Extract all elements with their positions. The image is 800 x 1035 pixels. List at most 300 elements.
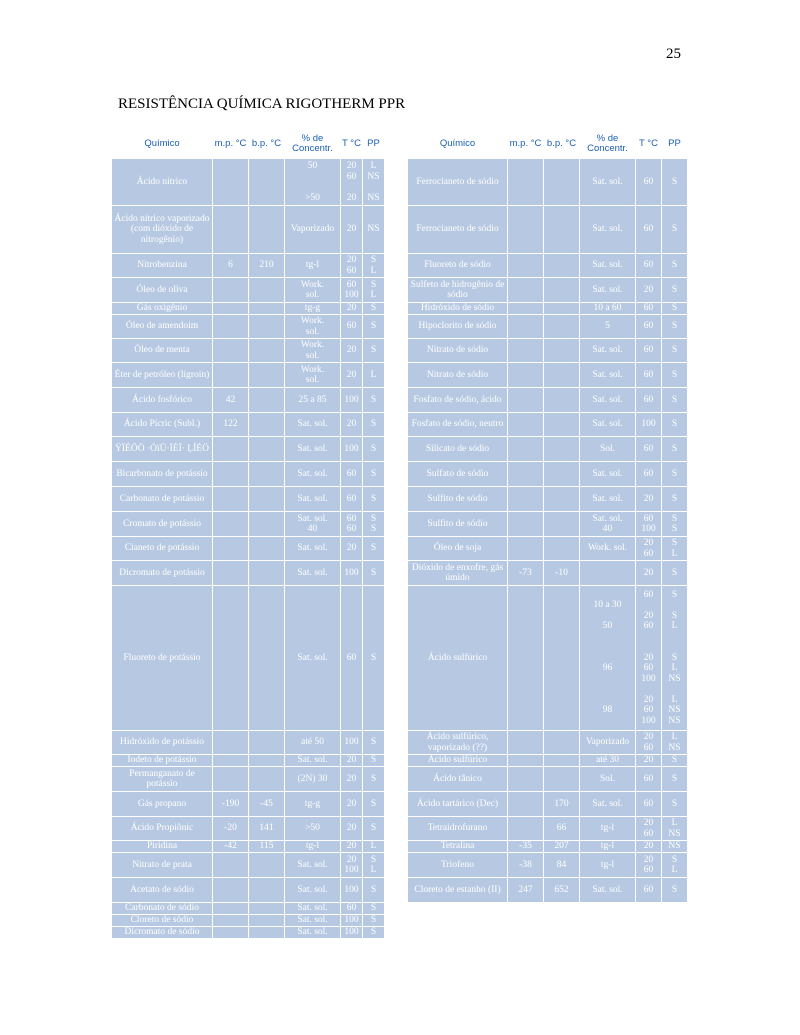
boiling-point	[544, 755, 580, 767]
boiling-point: -45	[249, 792, 285, 817]
temperature: 60	[341, 315, 363, 339]
pp-rating: L NS	[662, 731, 688, 755]
concentration: 10 a 60	[580, 303, 636, 315]
table-row	[112, 561, 385, 586]
table-row	[112, 303, 385, 315]
table-header-row	[408, 130, 688, 159]
boiling-point	[544, 767, 580, 792]
temperature: 60	[341, 462, 363, 487]
table-row	[112, 792, 385, 817]
concentration: Sat. sol.	[285, 755, 341, 767]
header-temperature: T °C	[341, 130, 363, 159]
chemical-name: Acetato de sódio	[112, 878, 213, 903]
chemical-name: Ferrocianeto de sódio	[408, 206, 508, 254]
pp-rating: S	[363, 915, 385, 927]
temperature: 20	[636, 278, 662, 303]
melting-point: 6	[213, 254, 249, 278]
pp-rating: S	[363, 927, 385, 939]
boiling-point	[249, 487, 285, 512]
melting-point	[508, 437, 544, 462]
chemical-name: Sulfito de sódio	[408, 512, 508, 537]
pp-rating: S	[363, 462, 385, 487]
table-row	[112, 731, 385, 755]
concentration: Sat. sol.	[580, 278, 636, 303]
boiling-point: 170	[544, 792, 580, 817]
boiling-point	[544, 363, 580, 388]
boiling-point	[544, 159, 580, 206]
chemical-name: Óleo de oliva	[112, 278, 213, 303]
boiling-point	[249, 755, 285, 767]
temperature: 60	[636, 462, 662, 487]
concentration: Vaporizado	[285, 206, 341, 254]
temperature: 60	[636, 363, 662, 388]
chemical-name: Óleo de menta	[112, 339, 213, 363]
temperature: 100	[341, 915, 363, 927]
boiling-point: 115	[249, 841, 285, 853]
table-row	[408, 303, 688, 315]
temperature: 60	[636, 206, 662, 254]
concentration: até 50	[285, 731, 341, 755]
table-row	[408, 731, 688, 755]
table-row	[408, 755, 688, 767]
melting-point	[213, 767, 249, 792]
pp-rating: S	[662, 767, 688, 792]
header-chemical: Químico	[112, 130, 213, 159]
boiling-point	[544, 731, 580, 755]
temperature: 20	[341, 841, 363, 853]
temperature: 20 60	[636, 537, 662, 561]
boiling-point	[249, 915, 285, 927]
chemical-name: ŸÏÉÖÖ ·ÓïÜ·ÏÉÏ· ĻÍÉÖ	[112, 437, 213, 462]
table-row	[112, 487, 385, 512]
chemical-name: Hidróxido de potássio	[112, 731, 213, 755]
melting-point	[508, 206, 544, 254]
chemical-name: Fosfato de sódio, neutro	[408, 413, 508, 437]
table-row	[112, 339, 385, 363]
chemical-name: Ácido fosfórico	[112, 388, 213, 413]
melting-point	[213, 561, 249, 586]
pp-rating: S	[662, 278, 688, 303]
concentration: tg-g	[285, 303, 341, 315]
pp-rating: S S	[363, 512, 385, 537]
table-row	[112, 853, 385, 878]
chemical-name: Ácido nítrico vaporizado (com dióxido de nitrogênio)	[112, 206, 213, 254]
concentration: tg-g	[285, 792, 341, 817]
pp-rating: S	[662, 462, 688, 487]
concentration: Sat. sol.	[580, 339, 636, 363]
melting-point: -190	[213, 792, 249, 817]
boiling-point	[249, 388, 285, 413]
table-row	[112, 586, 385, 731]
table-row	[112, 755, 385, 767]
boiling-point	[249, 537, 285, 561]
melting-point	[508, 413, 544, 437]
pp-rating: S	[662, 878, 688, 903]
table-row	[112, 767, 385, 792]
table-row	[408, 817, 688, 841]
boiling-point	[249, 731, 285, 755]
table-row	[112, 315, 385, 339]
chemical-name: Éter de petróleo (ligroin)	[112, 363, 213, 388]
chemical-name: Fluoreto de potássio	[112, 586, 213, 731]
chemical-name: Ácido sulfúrico	[408, 586, 508, 731]
temperature: 60	[636, 315, 662, 339]
melting-point	[213, 915, 249, 927]
temperature: 60	[636, 303, 662, 315]
concentration: Sat. sol.	[580, 487, 636, 512]
temperature: 60	[636, 437, 662, 462]
table-row	[112, 437, 385, 462]
boiling-point	[249, 927, 285, 939]
melting-point	[508, 586, 544, 731]
document-title: RESISTÊNCIA QUÍMICA RIGOTHERM PPR	[118, 96, 406, 112]
boiling-point	[544, 586, 580, 731]
temperature: 20 100	[341, 853, 363, 878]
chemical-name: Cloreto de estanho (II)	[408, 878, 508, 903]
pp-rating: S L	[363, 853, 385, 878]
chemical-name: Ácido Pícric (Subl.)	[112, 413, 213, 437]
temperature: 60	[636, 254, 662, 278]
table-row	[408, 254, 688, 278]
pp-rating: S L	[662, 853, 688, 878]
table-row	[408, 413, 688, 437]
chemical-name: Gás oxigênio	[112, 303, 213, 315]
melting-point: 42	[213, 388, 249, 413]
pp-rating: L	[363, 841, 385, 853]
table-row	[408, 315, 688, 339]
table-row	[112, 512, 385, 537]
chemical-name: Cromato de potássio	[112, 512, 213, 537]
chemical-name: Silicato de sódio	[408, 437, 508, 462]
boiling-point: 207	[544, 841, 580, 853]
table-row	[408, 159, 688, 206]
melting-point	[508, 767, 544, 792]
temperature: 60 100	[636, 512, 662, 537]
pp-rating: S L	[662, 537, 688, 561]
concentration: Sat. sol. 40	[285, 512, 341, 537]
boiling-point: 652	[544, 878, 580, 903]
melting-point	[213, 878, 249, 903]
table-row	[112, 462, 385, 487]
pp-rating: S	[662, 315, 688, 339]
chemical-name: Óleo de amendoim	[112, 315, 213, 339]
table-row	[408, 853, 688, 878]
table-row	[408, 767, 688, 792]
table-row	[408, 512, 688, 537]
chemical-name: Sulfeto de hidrogênio de sódio	[408, 278, 508, 303]
chemical-name: Ácido tartárico (Dec)	[408, 792, 508, 817]
boiling-point: 66	[544, 817, 580, 841]
chemical-name: Triofeno	[408, 853, 508, 878]
boiling-point	[544, 487, 580, 512]
header-concentration: % de Concentr.	[285, 130, 341, 159]
chemical-name: Piridina	[112, 841, 213, 853]
pp-rating: S	[662, 437, 688, 462]
temperature: 20	[636, 487, 662, 512]
temperature: 20	[636, 841, 662, 853]
pp-rating: S S L S L NS L NS NS	[662, 586, 688, 731]
boiling-point	[544, 462, 580, 487]
melting-point	[508, 817, 544, 841]
table-row	[112, 254, 385, 278]
temperature: 20 60	[636, 817, 662, 841]
pp-rating: S	[662, 363, 688, 388]
chemical-name: Fluoreto de sódio	[408, 254, 508, 278]
chemical-name: Dicromato de sódio	[112, 927, 213, 939]
concentration: Sat. sol.	[580, 159, 636, 206]
temperature: 20 60	[341, 254, 363, 278]
melting-point	[508, 462, 544, 487]
concentration: tg-l	[580, 817, 636, 841]
table-row	[112, 159, 385, 206]
header-temperature: T °C	[636, 130, 662, 159]
concentration: Sat. sol.	[285, 537, 341, 561]
table-row	[112, 817, 385, 841]
melting-point	[508, 755, 544, 767]
concentration: Sat. sol.	[580, 363, 636, 388]
temperature: 20	[341, 206, 363, 254]
table-row	[112, 537, 385, 561]
table-row	[408, 278, 688, 303]
table-row	[112, 278, 385, 303]
temperature: 20 60	[636, 731, 662, 755]
chemical-name: Carbonato de sódio	[112, 903, 213, 915]
temperature: 20	[341, 363, 363, 388]
temperature: 100	[341, 927, 363, 939]
boiling-point	[544, 206, 580, 254]
melting-point: 122	[213, 413, 249, 437]
pp-rating: S L	[363, 278, 385, 303]
table-row	[112, 206, 385, 254]
melting-point	[213, 206, 249, 254]
boiling-point	[249, 903, 285, 915]
concentration	[580, 561, 636, 586]
melting-point	[213, 303, 249, 315]
pp-rating: S	[363, 315, 385, 339]
temperature: 60	[636, 792, 662, 817]
chemical-name: Cianeto de potássio	[112, 537, 213, 561]
boiling-point	[249, 413, 285, 437]
pp-rating: S	[662, 561, 688, 586]
melting-point	[213, 731, 249, 755]
table-row	[408, 339, 688, 363]
melting-point: -20	[213, 817, 249, 841]
header-boiling-point: b.p. °C	[249, 130, 285, 159]
concentration: 5	[580, 315, 636, 339]
melting-point	[213, 462, 249, 487]
pp-rating: S	[363, 817, 385, 841]
table-row	[408, 792, 688, 817]
boiling-point	[249, 561, 285, 586]
boiling-point	[249, 586, 285, 731]
melting-point	[213, 903, 249, 915]
boiling-point	[544, 437, 580, 462]
boiling-point	[249, 339, 285, 363]
concentration: Work. sol.	[580, 537, 636, 561]
chemical-name: Óleo de soja	[408, 537, 508, 561]
temperature: 20 60	[636, 853, 662, 878]
boiling-point	[544, 303, 580, 315]
pp-rating: L NS NS	[363, 159, 385, 206]
chemical-name: Ácido sulfúrico, vaporizado (??)	[408, 731, 508, 755]
boiling-point	[544, 512, 580, 537]
chemical-name: Bicarbonato de potássio	[112, 462, 213, 487]
chemical-name: Cloreto de sódio	[112, 915, 213, 927]
melting-point	[213, 363, 249, 388]
table-row	[408, 206, 688, 254]
melting-point	[213, 927, 249, 939]
pp-rating: S	[363, 731, 385, 755]
boiling-point: 84	[544, 853, 580, 878]
concentration: Sat. sol.	[285, 462, 341, 487]
boiling-point	[249, 767, 285, 792]
concentration: Sat. sol.	[285, 437, 341, 462]
melting-point	[213, 586, 249, 731]
melting-point	[213, 537, 249, 561]
boiling-point	[544, 278, 580, 303]
chemical-name: Ácido Propiônic	[112, 817, 213, 841]
concentration: Sat. sol.	[580, 206, 636, 254]
concentration: tg-l	[580, 853, 636, 878]
header-chemical: Químico	[408, 130, 508, 159]
concentration: Sol.	[580, 437, 636, 462]
pp-rating: S	[363, 339, 385, 363]
boiling-point	[544, 388, 580, 413]
melting-point	[508, 363, 544, 388]
temperature: 20	[341, 755, 363, 767]
temperature: 100	[341, 731, 363, 755]
boiling-point: 141	[249, 817, 285, 841]
melting-point	[508, 315, 544, 339]
melting-point: 247	[508, 878, 544, 903]
temperature: 60	[341, 586, 363, 731]
pp-rating: S	[662, 159, 688, 206]
table-row	[112, 413, 385, 437]
chemical-name: Hidróxido de sódio	[408, 303, 508, 315]
melting-point	[508, 254, 544, 278]
melting-point	[508, 388, 544, 413]
pp-rating: S	[662, 792, 688, 817]
pp-rating: S	[363, 792, 385, 817]
temperature: 60 100	[341, 278, 363, 303]
chemical-name: Nitrato de sódio	[408, 339, 508, 363]
table-row	[112, 903, 385, 915]
melting-point: -38	[508, 853, 544, 878]
melting-point	[508, 159, 544, 206]
table-row	[112, 841, 385, 853]
left-resistance-table	[111, 129, 385, 939]
temperature: 60 60	[341, 512, 363, 537]
temperature: 20	[341, 303, 363, 315]
concentration: Sat. sol.	[285, 927, 341, 939]
pp-rating: S	[662, 303, 688, 315]
chemical-name: Fosfato de sódio, ácido	[408, 388, 508, 413]
temperature: 20	[341, 537, 363, 561]
melting-point	[213, 278, 249, 303]
header-boiling-point: b.p. °C	[544, 130, 580, 159]
chemical-name: Nitrato de sódio	[408, 363, 508, 388]
temperature: 20	[341, 817, 363, 841]
temperature: 100	[341, 437, 363, 462]
boiling-point	[544, 413, 580, 437]
chemical-name: Carbonato de potássio	[112, 487, 213, 512]
header-pp: PP	[363, 130, 385, 159]
melting-point	[213, 487, 249, 512]
boiling-point: 210	[249, 254, 285, 278]
table-row	[408, 487, 688, 512]
boiling-point	[249, 878, 285, 903]
concentration: Sat. sol. 40	[580, 512, 636, 537]
concentration: Work. sol.	[285, 339, 341, 363]
concentration: Work. sol.	[285, 363, 341, 388]
melting-point: -73	[508, 561, 544, 586]
temperature: 60	[636, 388, 662, 413]
concentration: Sol.	[580, 767, 636, 792]
boiling-point	[249, 303, 285, 315]
concentration: Sat. sol.	[580, 413, 636, 437]
boiling-point: -10	[544, 561, 580, 586]
melting-point	[508, 303, 544, 315]
boiling-point	[544, 315, 580, 339]
table-row	[408, 561, 688, 586]
chemical-name: Nitrobenzina	[112, 254, 213, 278]
concentration: Sat. sol.	[580, 388, 636, 413]
concentration: Sat. sol.	[580, 878, 636, 903]
table-row	[408, 537, 688, 561]
boiling-point	[249, 315, 285, 339]
concentration: tg-l	[285, 254, 341, 278]
temperature: 60 20 60 20 60 100 20 60 100	[636, 586, 662, 731]
pp-rating: S	[662, 339, 688, 363]
concentration: Sat. sol.	[285, 915, 341, 927]
chemical-name: Sulfato de sódio	[408, 462, 508, 487]
temperature: 100	[341, 388, 363, 413]
melting-point	[213, 339, 249, 363]
pp-rating: S	[363, 388, 385, 413]
pp-rating: S	[363, 487, 385, 512]
table-row	[112, 915, 385, 927]
chemical-name: Sulfito de sódio	[408, 487, 508, 512]
boiling-point	[544, 254, 580, 278]
concentration: Sat. sol.	[285, 487, 341, 512]
pp-rating: L	[363, 363, 385, 388]
temperature: 60	[341, 487, 363, 512]
pp-rating: S	[662, 413, 688, 437]
melting-point	[213, 512, 249, 537]
temperature: 60	[636, 767, 662, 792]
pp-rating: S	[662, 487, 688, 512]
chemical-name: Tetraidrofurano	[408, 817, 508, 841]
chemical-name: Iodeto de potássio	[112, 755, 213, 767]
boiling-point	[249, 363, 285, 388]
header-melting-point: m.p. °C	[213, 130, 249, 159]
melting-point	[508, 537, 544, 561]
concentration: Sat. sol.	[580, 792, 636, 817]
concentration: Work. sol.	[285, 278, 341, 303]
melting-point	[213, 159, 249, 206]
pp-rating: S	[662, 388, 688, 413]
concentration: até 30	[580, 755, 636, 767]
header-pp: PP	[662, 130, 688, 159]
chemical-name: Permanganato de potássio	[112, 767, 213, 792]
concentration: 25 a 85	[285, 388, 341, 413]
table-row	[112, 388, 385, 413]
melting-point	[213, 437, 249, 462]
header-melting-point: m.p. °C	[508, 130, 544, 159]
concentration: tg-l	[580, 841, 636, 853]
table-row	[408, 841, 688, 853]
temperature: 60	[341, 903, 363, 915]
